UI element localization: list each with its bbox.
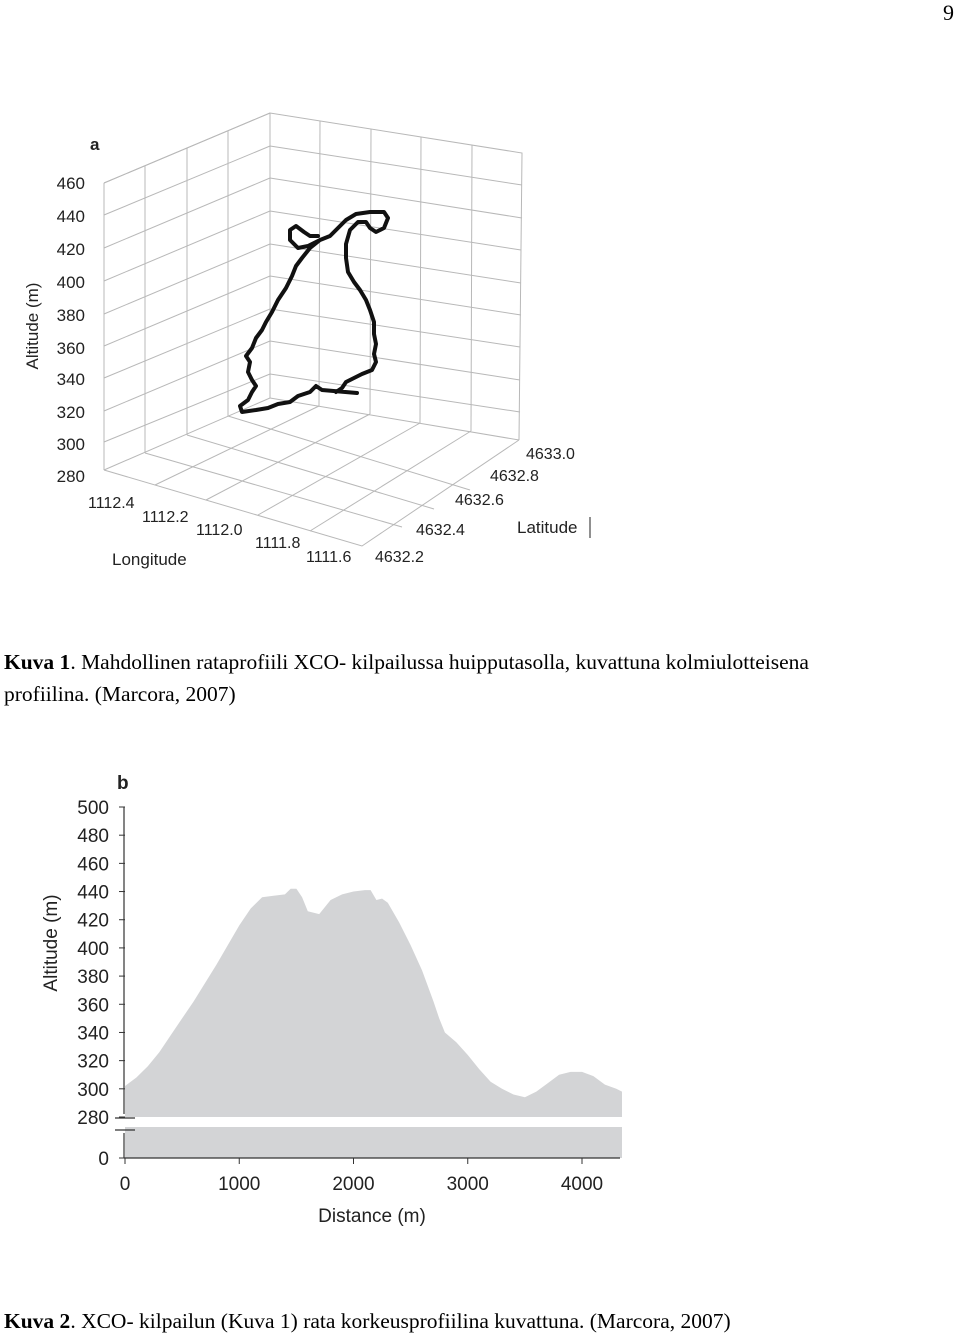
caption1-label: Kuva 1 bbox=[4, 650, 71, 674]
panel-a-label: a bbox=[90, 135, 100, 154]
page-number: 9 bbox=[943, 0, 954, 25]
z-tick: 300 bbox=[56, 435, 85, 454]
caption2-text: . XCO- kilpailun (Kuva 1) rata korkeusprofiilina kuvattuna. (Marcora, 2007) bbox=[70, 1309, 731, 1333]
x-tick: 1112.4 bbox=[88, 495, 135, 512]
y-tick: 4632.4 bbox=[416, 522, 465, 539]
elevation-area-upper bbox=[125, 889, 622, 1117]
y-tick-label: 380 bbox=[77, 967, 109, 989]
z-tick: 320 bbox=[56, 403, 85, 422]
z-tick: 340 bbox=[56, 370, 85, 389]
chart-ylabel: Altitude (m) bbox=[41, 894, 62, 992]
z-tick: 420 bbox=[56, 240, 85, 259]
y-tick-label: 480 bbox=[77, 826, 109, 848]
z-tick: 460 bbox=[56, 174, 85, 193]
z-tick: 440 bbox=[56, 207, 85, 226]
z-axis-label: Altitude (m) bbox=[23, 282, 42, 370]
y-tick-label: 300 bbox=[77, 1079, 109, 1101]
y-tick-label: 280 bbox=[77, 1108, 109, 1129]
y-tick-label: 420 bbox=[77, 910, 109, 932]
figure2-caption bbox=[4, 1305, 954, 1337]
caption1-text-line2: profiilina. (Marcora, 2007) bbox=[4, 682, 236, 706]
caption1-text-line1: . Mahdollinen rataprofiili XCO- kilpailussa huipputasolla, kuvattuna kolmiulotteisena bbox=[70, 650, 809, 674]
x-tick: 1112.2 bbox=[142, 509, 189, 526]
y-tick: 4632.8 bbox=[490, 468, 539, 485]
x-tick-label: 0 bbox=[119, 1174, 131, 1195]
y-tick-label: 320 bbox=[77, 1051, 109, 1073]
y-tick-label: 0 bbox=[98, 1149, 109, 1170]
y-tick-label: 340 bbox=[77, 1023, 109, 1045]
caption2-label: Kuva 2 bbox=[4, 1309, 71, 1333]
x-tick: 1111.8 bbox=[255, 535, 301, 552]
x-tick-label: 4000 bbox=[560, 1174, 604, 1195]
y-tick-label: 400 bbox=[77, 938, 109, 960]
y-tick: 4632.2 bbox=[375, 549, 424, 566]
x-tick: 1112.0 bbox=[196, 522, 243, 539]
y-tick-label: 440 bbox=[77, 882, 109, 904]
z-tick: 380 bbox=[56, 306, 85, 325]
x-tick-label: 1000 bbox=[218, 1174, 261, 1195]
y-tick: 4633.0 bbox=[526, 446, 575, 463]
z-tick: 400 bbox=[56, 273, 85, 292]
x-tick-label: 2000 bbox=[332, 1174, 375, 1195]
x-axis-label: Longitude bbox=[112, 550, 187, 569]
panel-b-label: b bbox=[117, 773, 129, 794]
x-tick-label: 3000 bbox=[446, 1174, 489, 1195]
y-tick-label: 360 bbox=[77, 995, 109, 1017]
elevation-area-lower bbox=[125, 1127, 622, 1158]
z-tick: 280 bbox=[56, 467, 85, 486]
y-tick: 4632.6 bbox=[455, 492, 504, 509]
z-tick: 360 bbox=[56, 339, 85, 358]
chart-xlabel: Distance (m) bbox=[318, 1206, 426, 1227]
x-tick: 1111.6 bbox=[306, 549, 352, 566]
y-tick-label: 500 bbox=[77, 798, 109, 819]
y-tick-label: 460 bbox=[77, 854, 109, 876]
y-axis-label: Latitude bbox=[517, 518, 578, 537]
